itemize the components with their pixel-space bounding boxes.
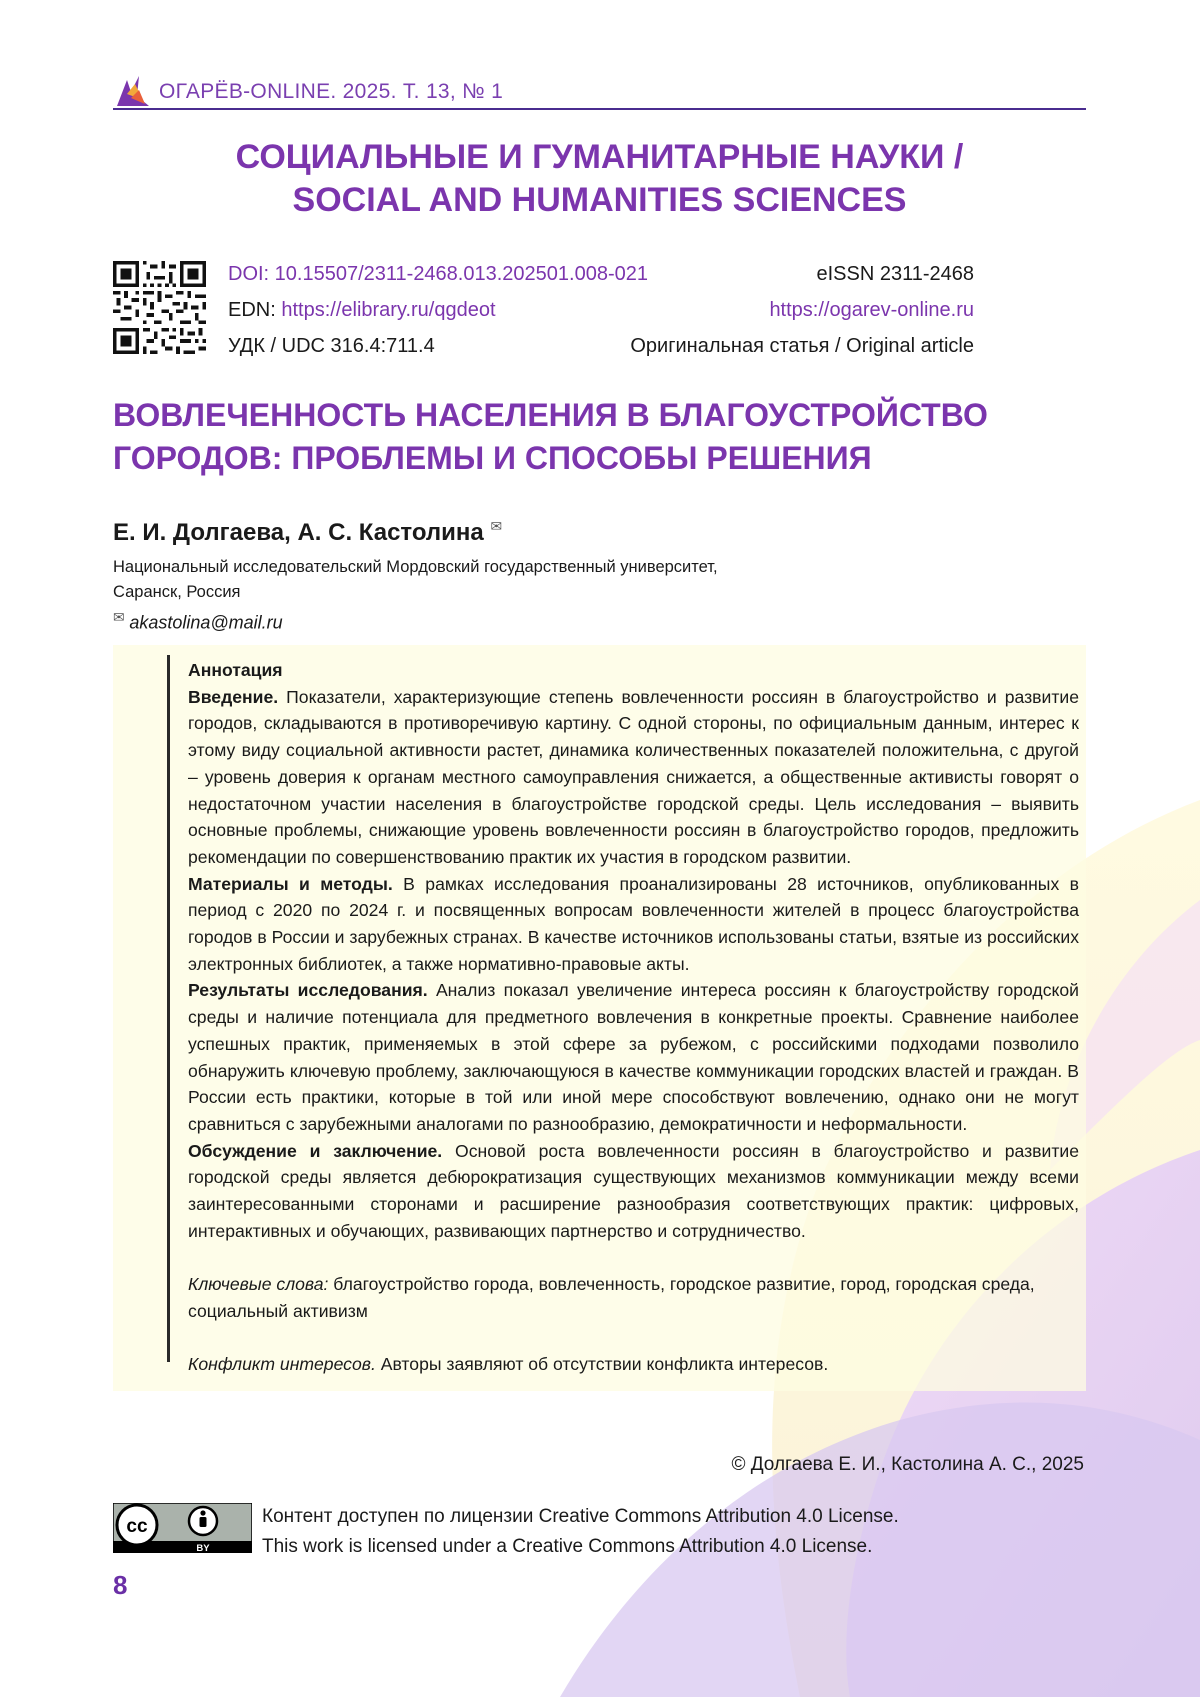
mail-icon: ✉ (490, 518, 503, 534)
journal-site-link[interactable]: https://ogarev-online.ru (769, 298, 974, 321)
author-email[interactable]: akastolina@mail.ru (129, 612, 283, 633)
license-ru: Контент доступен по лицензии Creative Commons Attribution 4.0 License. (262, 1506, 899, 1527)
section-title-line2: SOCIAL AND HUMANITIES SCIENCES (292, 181, 907, 219)
intro-label: Введение. (188, 686, 279, 707)
cc-by-label: BY (196, 1543, 210, 1553)
journal-logo-icon (113, 74, 153, 108)
article-type: Оригинальная статья / Original article (630, 334, 974, 357)
conflict-label: Конфликт интересов. (188, 1354, 376, 1375)
abstract-discussion (188, 1138, 1079, 1245)
eissn: eISSN 2311-2468 (816, 262, 974, 285)
copyright: © Долгаева Е. И., Кастолина А. С., 2025 (731, 1454, 1084, 1475)
section-title-line1: СОЦИАЛЬНЫЕ И ГУМАНИТАРНЫЕ НАУКИ / (235, 138, 964, 176)
author-names: Е. И. Долгаева, А. С. Кастолина (113, 519, 484, 546)
svg-text:cc: cc (126, 1516, 148, 1537)
article-title-line2: ГОРОДОВ: ПРОБЛЕМЫ И СПОСОБЫ РЕШЕНИЯ (113, 440, 872, 476)
edn-label: EDN: (228, 298, 282, 321)
methods-label: Материалы и методы. (188, 873, 393, 894)
running-header (113, 76, 1086, 110)
article-title (113, 394, 1013, 480)
journal-running-title: ОГАРЁВ-ONLINE. 2025. Т. 13, № 1 (159, 80, 504, 103)
abstract-side-bar (167, 655, 170, 1362)
authors (113, 518, 502, 547)
license-en: This work is licensed under a Creative Commons Attribution 4.0 License. (262, 1536, 873, 1557)
abstract-heading: Аннотация (188, 660, 283, 680)
qr-code-icon (113, 261, 206, 354)
affiliation-line1: Национальный исследовательский Мордовский государственный университет, (113, 558, 718, 576)
intro-text: Показатели, характеризующие степень вовлеченности россиян в благоустройство и развитие городов, складываются в противоречивую картину. С одной стороны, по официальным данным, интерес к этому виду социальной активности растет, динамика количественных показателей положительна, с другой – уровень доверия к органам местного самоуправления снижается, а общественные активисты говорят о недостаточном участии населения в благоустройстве городской среды. Цель исследования – выявить основные проблемы, снижающие уровень вовлеченности россиян в благоустройство городов, предложить рекомендации по совершенствованию практик их участия в городском развитии. (188, 686, 1079, 867)
results-label: Результаты исследования. (188, 980, 428, 1001)
keywords-label: Ключевые слова: (188, 1274, 329, 1295)
abstract-methods (188, 871, 1079, 978)
edn-link[interactable]: https://elibrary.ru/qgdeot (281, 298, 496, 321)
article-title-line1: ВОВЛЕЧЕННОСТЬ НАСЕЛЕНИЯ В БЛАГОУСТРОЙСТВО (113, 397, 988, 433)
affiliation-line2: Саранск, Россия (113, 583, 241, 601)
methods-text: В рамках исследования проанализированы 28 источников, опубликованных в период с 2020 по 2024 г. и посвященных вопросам вовлеченности жителей в процесс благоустройства городов в России и зарубежных странах. В качестве источников использованы статьи, взятые из российских электронных библиотек, а также нормативно-правовые акты. (188, 873, 1079, 974)
cc-license-icon[interactable] (113, 1503, 252, 1553)
abstract-results (188, 977, 1079, 1137)
section-title (113, 136, 1086, 222)
abstract (188, 657, 1079, 1378)
license-text (262, 1502, 899, 1562)
keywords (188, 1271, 1079, 1324)
conflict-text: Авторы заявляют об отсутствии конфликта интересов. (375, 1354, 829, 1375)
discussion-label: Обсуждение и заключение. (188, 1140, 443, 1161)
article-metadata (228, 256, 974, 364)
abstract-intro (188, 684, 1079, 871)
udc-code: УДК / UDC 316.4:711.4 (228, 334, 435, 357)
conflict-of-interest (188, 1351, 1079, 1378)
mail-icon: ✉ (113, 609, 125, 625)
keywords-text: благоустройство города, вовлеченность, городское развитие, город, городская среда, социальный активизм (188, 1274, 1035, 1321)
discussion-text: Основой роста вовлеченности россиян в благоустройство и развитие городской среды является дебюрократизация существующих механизмов коммуникации между всеми заинтересованными сторонами и расширение разнообразия соответствующих практик: цифровых, интерактивных и обучающих, развивающих партнерство и сотрудничество. (188, 1140, 1079, 1241)
page-number: 8 (113, 1570, 128, 1600)
affiliation (113, 555, 913, 637)
doi-link[interactable]: DOI: 10.15507/2311-2468.013.202501.008-021 (228, 262, 648, 285)
results-text: Анализ показал увеличение интереса россиян к благоустройству городской среды и наличие потенциала для предметного вовлечения в конкретные проекты. Сравнение наиболее успешных практик, применяемых в этой сфере за рубежом, с российскими подходами позволило обнаружить ключевую проблему, заключающуюся в качестве коммуникации городских властей и граждан. В России есть практики, которые в той или иной мере способствуют вовлечению, однако они не могут сравниться с зарубежными аналогами по разнообразию, демократичности и неформальности. (188, 980, 1079, 1134)
